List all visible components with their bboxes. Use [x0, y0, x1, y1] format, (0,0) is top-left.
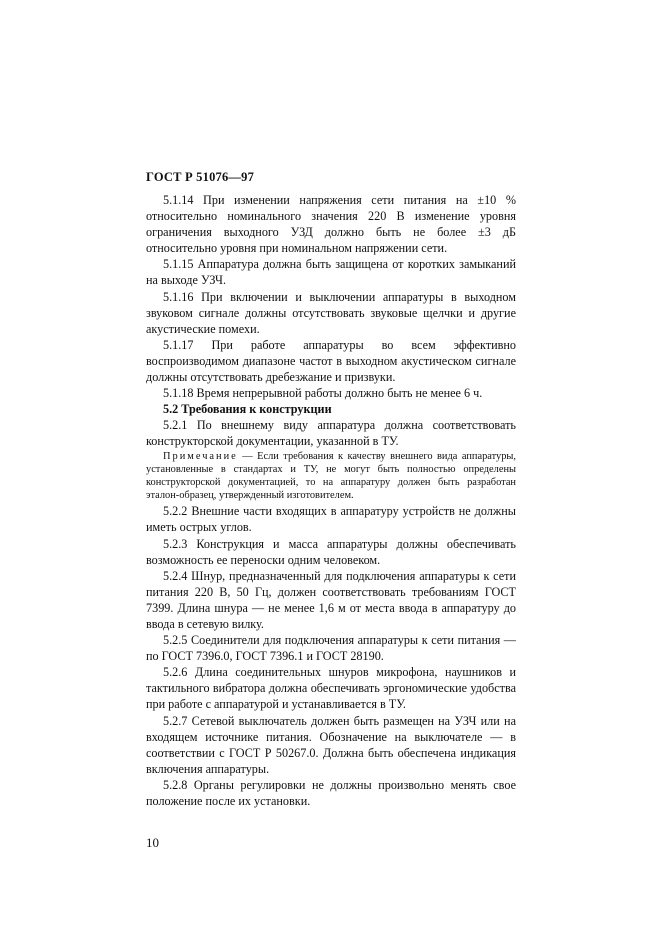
- body-text: [146, 192, 516, 809]
- paragraph-5-2-5: 5.2.5 Соединители для подключения аппаратуры к сети питания — по ГОСТ 7396.0, ГОСТ 7396.1 и ГОСТ 28190.: [146, 633, 516, 664]
- section-heading-5-2: 5.2 Требования к конструкции: [163, 402, 332, 417]
- paragraph-5-2-8: 5.2.8 Органы регулировки не должны произвольно менять свое положение после их установки.: [146, 777, 516, 808]
- paragraph-5-1-14: 5.1.14 При изменении напряжения сети питания на ±10 % относительно номинального значения 220 В изменение уровня ограничения выходного УЗД должно быть не более ±3 дБ относительно уровня при номинальном напряжении сети.: [146, 193, 516, 256]
- note-text: — Если требования к качеству внешнего вида аппаратуры, установленные в стандартах и ТУ, не могут быть полностью определены конструкторской документацией, то на аппаратуру должен быть разработан эталон-образец, утвержденный изготовителем.: [146, 450, 516, 502]
- paragraph-5-2-4: 5.2.4 Шнур, предназначенный для подключения аппаратуры к сети питания 220 В, 50 Гц, должен соответствовать требованиям ГОСТ 7399. Длина шнура — не менее 1,6 м от места ввода в аппаратуру до ввода в сетевую вилку.: [146, 568, 516, 631]
- paragraph-5-1-16: 5.1.16 При включении и выключении аппаратуры в выходном звуковом сигнале должны отсутствовать звуковые щелчки и другие акустические помехи.: [146, 289, 516, 336]
- paragraph-5-2-7: 5.2.7 Сетевой выключатель должен быть размещен на УЗЧ или на входящем источнике питания. Обозначение на выключателе — в соответствии с ГОСТ Р 50267.0. Должна быть обеспечена индикация включения аппаратуры.: [146, 713, 516, 776]
- page-number: 10: [146, 835, 159, 850]
- note: [146, 450, 516, 503]
- page-header: ГОСТ Р 51076—97: [146, 170, 255, 184]
- paragraph-5-2-6: 5.2.6 Длина соединительных шнуров микрофона, наушников и тактильного вибратора должна обеспечивать эргономические удобства при работе с аппаратурой и устанавливается в ТУ.: [146, 665, 516, 712]
- paragraph-5-2-1: 5.2.1 По внешнему виду аппаратура должна соответствовать конструкторской документации, указанной в ТУ.: [146, 418, 516, 449]
- paragraph-5-1-18: 5.1.18 Время непрерывной работы должно быть не менее 6 ч.: [163, 386, 483, 401]
- paragraph-5-2-3: 5.2.3 Конструкция и масса аппаратуры должны обеспечивать возможность ее переноски одним человеком.: [146, 536, 516, 567]
- paragraph-5-1-15: 5.1.15 Аппаратура должна быть защищена от коротких замыканий на выходе УЗЧ.: [146, 257, 516, 288]
- paragraph-5-2-2: 5.2.2 Внешние части входящих в аппаратуру устройств не должны иметь острых углов.: [146, 504, 516, 535]
- note-label: Примечание: [163, 450, 238, 462]
- paragraph-5-1-17: 5.1.17 При работе аппаратуры во всем эффективно воспроизводимом диапазоне частот в выходном акустическом сигнале должны отсутствовать дребезжание и призвуки.: [146, 337, 516, 385]
